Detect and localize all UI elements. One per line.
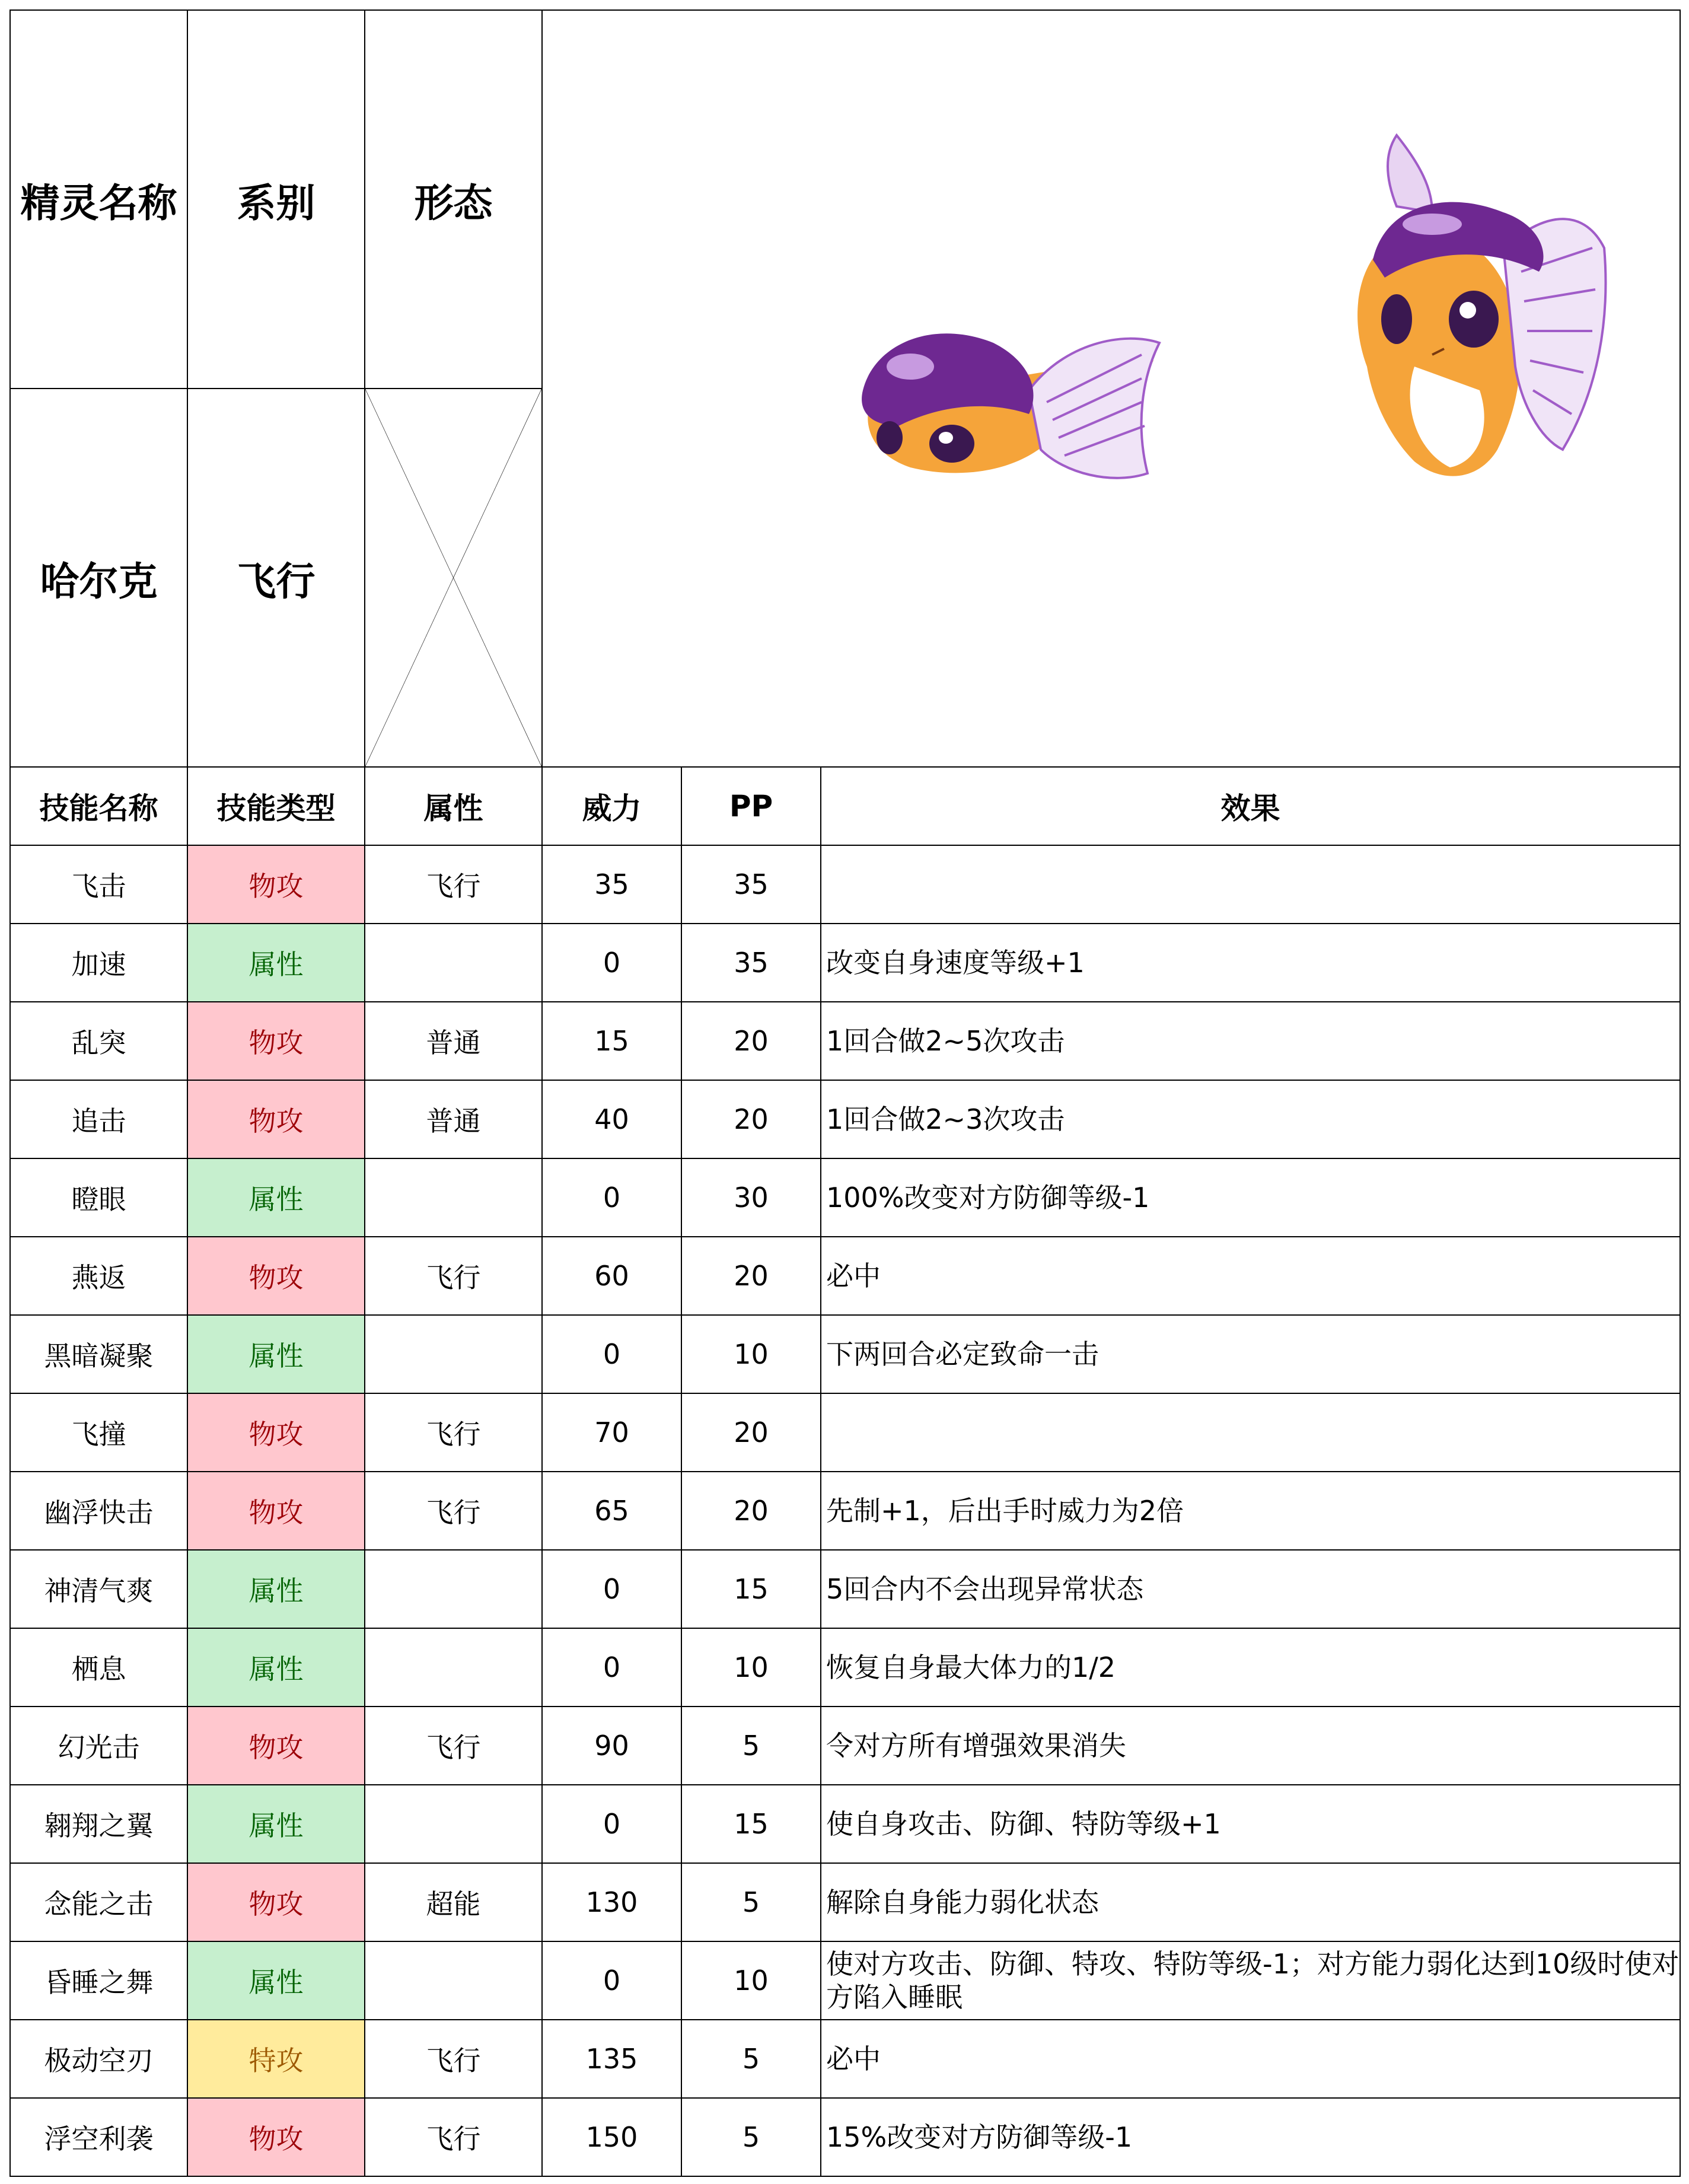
skill-kind: 物攻	[187, 1472, 365, 1550]
table-row	[10, 1237, 1680, 1315]
skill-pp: 20	[681, 1080, 821, 1158]
skill-attribute: 飞行	[365, 1237, 542, 1315]
skill-power: 40	[542, 1080, 681, 1158]
skill-pp: 15	[681, 1785, 821, 1863]
skill-effect: 令对方所有增强效果消失	[821, 1707, 1680, 1785]
table-row	[10, 845, 1680, 924]
skill-effect: 先制+1，后出手时威力为2倍	[821, 1472, 1680, 1550]
creature-type: 飞行	[187, 389, 365, 767]
table-row	[10, 1002, 1680, 1080]
skill-power: 90	[542, 1707, 681, 1785]
skill-kind: 属性	[187, 1550, 365, 1628]
creature-standing-form	[1357, 135, 1605, 476]
skill-name: 栖息	[10, 1628, 187, 1707]
skill-pp: 5	[681, 2020, 821, 2098]
skill-pp: 10	[681, 1315, 821, 1393]
skill-kind: 物攻	[187, 1393, 365, 1472]
table-row	[10, 2098, 1680, 2176]
skill-name: 昏睡之舞	[10, 1941, 187, 2020]
skill-name: 燕返	[10, 1237, 187, 1315]
skill-attribute: 超能	[365, 1863, 542, 1941]
table-row	[10, 1628, 1680, 1707]
skill-kind: 属性	[187, 924, 365, 1002]
skill-power: 0	[542, 1785, 681, 1863]
skill-effect: 恢复自身最大体力的1/2	[821, 1628, 1680, 1707]
skill-effect: 使自身攻击、防御、特防等级+1	[821, 1785, 1680, 1863]
skill-attribute: 飞行	[365, 2020, 542, 2098]
skill-kind: 物攻	[187, 1002, 365, 1080]
table-row	[10, 1472, 1680, 1550]
skill-effect: 解除自身能力弱化状态	[821, 1863, 1680, 1941]
skill-name: 黑暗凝聚	[10, 1315, 187, 1393]
skill-list	[10, 845, 1680, 2176]
skill-power: 0	[542, 1158, 681, 1237]
skill-name: 翱翔之翼	[10, 1785, 187, 1863]
skill-power: 0	[542, 1315, 681, 1393]
table-row	[10, 1941, 1680, 2020]
skill-kind: 特攻	[187, 2020, 365, 2098]
skill-effect: 必中	[821, 2020, 1680, 2098]
col-pp: PP	[681, 767, 821, 845]
skill-attribute: 飞行	[365, 1393, 542, 1472]
skill-pp: 35	[681, 924, 821, 1002]
skill-power: 0	[542, 1550, 681, 1628]
skill-pp: 35	[681, 845, 821, 924]
skill-pp: 10	[681, 1628, 821, 1707]
skill-power: 35	[542, 845, 681, 924]
skill-effect	[821, 845, 1680, 924]
skill-pp: 20	[681, 1237, 821, 1315]
skill-kind: 物攻	[187, 1080, 365, 1158]
skill-power: 15	[542, 1002, 681, 1080]
creature-illustration	[543, 11, 1680, 767]
skill-power: 0	[542, 1941, 681, 2020]
skill-name: 浮空利袭	[10, 2098, 187, 2176]
skill-effect: 下两回合必定致命一击	[821, 1315, 1680, 1393]
skill-attribute	[365, 1941, 542, 2020]
col-skill-name: 技能名称	[10, 767, 187, 845]
skill-name: 追击	[10, 1080, 187, 1158]
skill-attribute: 普通	[365, 1002, 542, 1080]
col-skill-kind: 技能类型	[187, 767, 365, 845]
skill-effect: 100%改变对方防御等级-1	[821, 1158, 1680, 1237]
skill-pp: 5	[681, 1707, 821, 1785]
skill-name: 乱突	[10, 1002, 187, 1080]
col-power: 威力	[542, 767, 681, 845]
skill-power: 130	[542, 1863, 681, 1941]
skill-attribute: 飞行	[365, 845, 542, 924]
skill-pp: 10	[681, 1941, 821, 2020]
skill-power: 0	[542, 1628, 681, 1707]
skill-kind: 属性	[187, 1628, 365, 1707]
skill-name: 加速	[10, 924, 187, 1002]
skill-power: 150	[542, 2098, 681, 2176]
info-table	[9, 9, 1681, 2177]
creature-lying-form	[862, 333, 1159, 478]
skill-kind: 属性	[187, 1941, 365, 2020]
skill-attribute: 飞行	[365, 1472, 542, 1550]
skill-attribute	[365, 1158, 542, 1237]
skill-kind: 物攻	[187, 2098, 365, 2176]
skill-effect: 1回合做2~5次攻击	[821, 1002, 1680, 1080]
skill-kind: 属性	[187, 1315, 365, 1393]
skill-effect: 5回合内不会出现异常状态	[821, 1550, 1680, 1628]
skill-name: 极动空刃	[10, 2020, 187, 2098]
skill-pp: 5	[681, 1863, 821, 1941]
skill-effect: 必中	[821, 1237, 1680, 1315]
type-label: 系别	[187, 10, 365, 389]
table-row	[10, 1158, 1680, 1237]
skill-name: 幽浮快击	[10, 1472, 187, 1550]
skill-name: 瞪眼	[10, 1158, 187, 1237]
skill-attribute	[365, 1628, 542, 1707]
form-empty-cell	[365, 389, 542, 767]
skill-pp: 20	[681, 1002, 821, 1080]
skill-power: 135	[542, 2020, 681, 2098]
col-attribute: 属性	[365, 767, 542, 845]
skill-attribute: 飞行	[365, 1707, 542, 1785]
creature-art-cell	[542, 10, 1680, 767]
name-label: 精灵名称	[10, 10, 187, 389]
skill-name: 神清气爽	[10, 1550, 187, 1628]
skill-sheet	[9, 9, 1680, 2177]
skill-power: 70	[542, 1393, 681, 1472]
skill-attribute	[365, 924, 542, 1002]
skill-name: 飞撞	[10, 1393, 187, 1472]
skill-effect: 15%改变对方防御等级-1	[821, 2098, 1680, 2176]
skill-pp: 15	[681, 1550, 821, 1628]
skill-effect	[821, 1393, 1680, 1472]
skill-power: 65	[542, 1472, 681, 1550]
skill-power: 60	[542, 1237, 681, 1315]
table-row	[10, 1550, 1680, 1628]
skill-pp: 30	[681, 1158, 821, 1237]
table-row	[10, 1785, 1680, 1863]
skill-kind: 物攻	[187, 1863, 365, 1941]
skill-pp: 5	[681, 2098, 821, 2176]
column-header-row	[10, 767, 1680, 845]
table-row	[10, 1393, 1680, 1472]
skill-power: 0	[542, 924, 681, 1002]
col-effect: 效果	[821, 767, 1680, 845]
creature-name: 哈尔克	[10, 389, 187, 767]
skill-name: 飞击	[10, 845, 187, 924]
skill-effect: 1回合做2~3次攻击	[821, 1080, 1680, 1158]
skill-kind: 物攻	[187, 1237, 365, 1315]
skill-attribute	[365, 1315, 542, 1393]
form-label: 形态	[365, 10, 542, 389]
cross-out-icon	[365, 389, 541, 766]
skill-kind: 属性	[187, 1158, 365, 1237]
skill-kind: 物攻	[187, 1707, 365, 1785]
skill-effect: 改变自身速度等级+1	[821, 924, 1680, 1002]
table-row	[10, 1315, 1680, 1393]
skill-attribute	[365, 1550, 542, 1628]
skill-name: 幻光击	[10, 1707, 187, 1785]
table-row	[10, 2020, 1680, 2098]
skill-attribute	[365, 1785, 542, 1863]
skill-attribute: 飞行	[365, 2098, 542, 2176]
table-row	[10, 1080, 1680, 1158]
table-row	[10, 1863, 1680, 1941]
table-row	[10, 924, 1680, 1002]
skill-pp: 20	[681, 1393, 821, 1472]
skill-kind: 属性	[187, 1785, 365, 1863]
table-row	[10, 1707, 1680, 1785]
skill-kind: 物攻	[187, 845, 365, 924]
skill-name: 念能之击	[10, 1863, 187, 1941]
skill-attribute: 普通	[365, 1080, 542, 1158]
skill-effect: 使对方攻击、防御、特攻、特防等级-1；对方能力弱化达到10级时使对方陷入睡眠	[821, 1941, 1680, 2020]
skill-pp: 20	[681, 1472, 821, 1550]
